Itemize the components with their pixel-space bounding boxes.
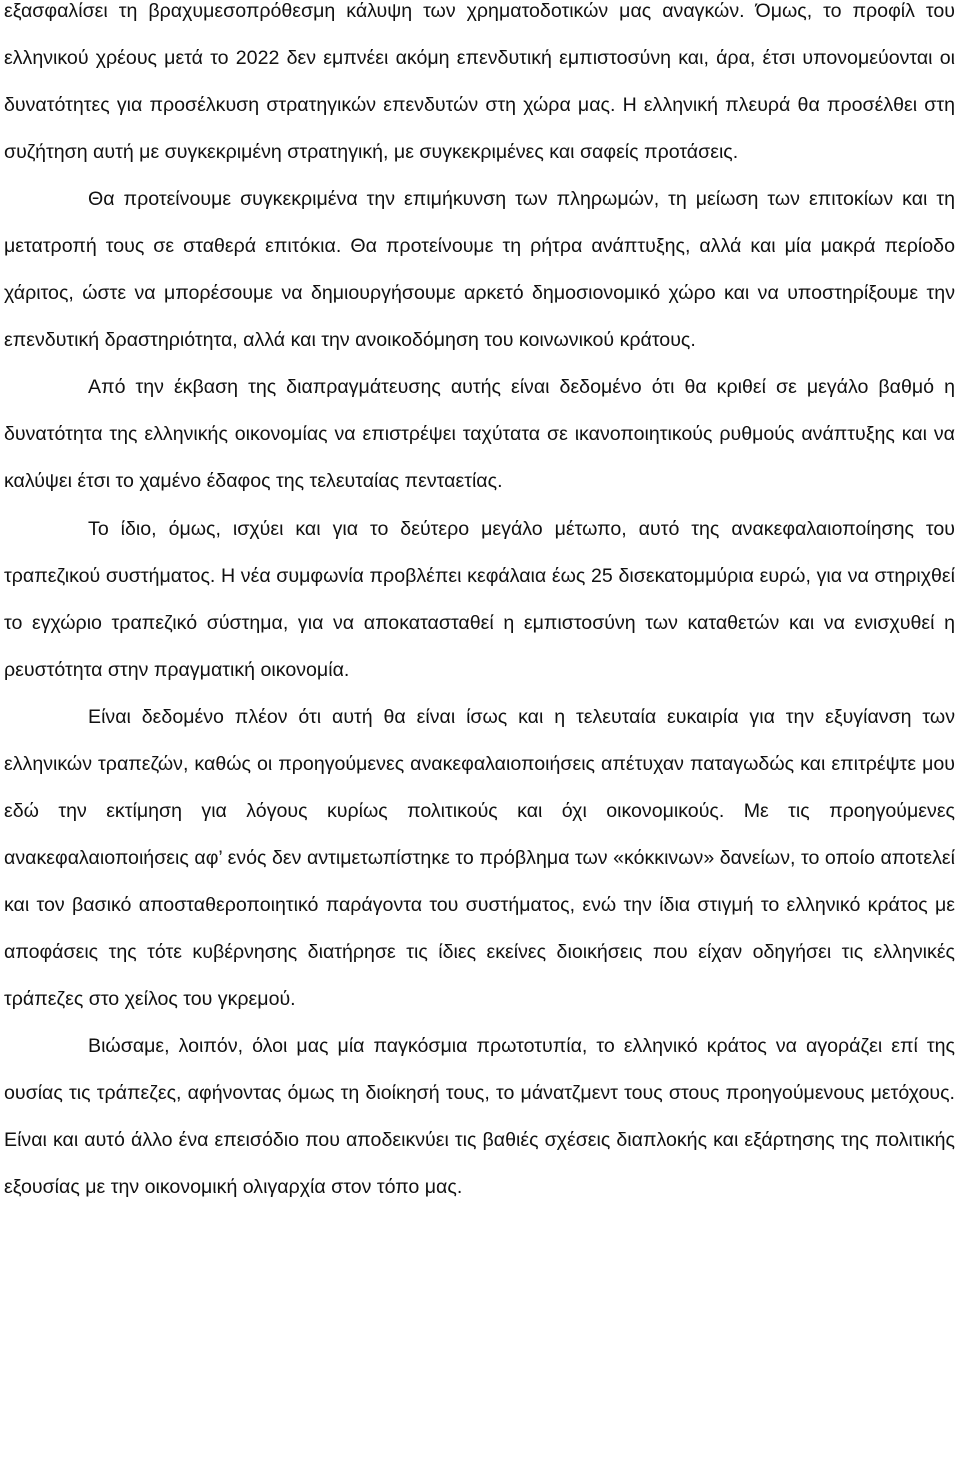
paragraph-global-precedent: Βιώσαμε, λοιπόν, όλοι μας μία παγκόσμια πρωτοτυπία, το ελληνικό κράτος να αγοράζει επί της ουσίας τις τράπεζες, αφήνοντας όμως τη διοίκησή τους, το μάνατζμεντ τους στους προηγούμενους μετόχους. Είναι και αυτό άλλο ένα επεισόδιο που αποδεικνύει τις βαθιές σχέσεις διαπλοκής και εξάρτησης της πολιτικής εξουσίας με την οικονομική ολιγαρχία στον τόπο μας. bbox=[4, 1035, 955, 1199]
paragraph-proposals: Θα προτείνουμε συγκεκριμένα την επιμήκυνση των πληρωμών, τη μείωση των επιτοκίων και τη μετατροπή τους σε σταθερά επιτόκια. Θα προτείνουμε τη ρήτρα ανάπτυξης, αλλά και μία μακρά περίοδο χάριτος, ώστε να μπορέσουμε να δημιουργήσουμε αρκετό δημοσιονομικό χώρο και να υποστηρίξουμε την επενδυτική δραστηριότητα, αλλά και την ανοικοδόμηση του κοινωνικού κράτους. bbox=[4, 188, 955, 352]
paragraph-bank-recapitalization: Το ίδιο, όμως, ισχύει και για το δεύτερο μεγάλο μέτωπο, αυτό της ανακεφαλαιοποίησης του τραπεζικού συστήματος. Η νέα συμφωνία προβλέπει κεφάλαια έως 25 δισεκατομμύρια ευρώ, για να στηριχθεί το εγχώριο τραπεζικό σύστημα, για να αποκατασταθεί η εμπιστοσύνη των καταθετών και να ενισχυθεί η ρευστότητα στην πραγματική οικονομία. bbox=[4, 517, 955, 681]
paragraph-previous-recapitalizations: Είναι δεδομένο πλέον ότι αυτή θα είναι ίσως και η τελευταία ευκαιρία για την εξυγίανση των ελληνικών τραπεζών, καθώς οι προηγούμενες ανακεφαλαιοποιήσεις απέτυχαν παταγωδώς και επιτρέψτε μου εδώ την εκτίμηση για λόγους κυρίως πολιτικούς και όχι οικονομικούς. Με τις προηγούμενες ανακεφαλαιοποιήσεις αφ’ ενός δεν αντιμετωπίστηκε το πρόβλημα των «κόκκινων» δανείων, το οποίο αποτελεί και τον βασικό αποσταθεροποιητικό παράγοντα του συστήματος, ενώ την ίδια στιγμή το ελληνικό κράτος με αποφάσεις της τότε κυβέρνησης διατήρησε τις ίδιες εκείνες διοικήσεις που είχαν οδηγήσει τις ελληνικές τράπεζες στο χείλος του γκρεμού. bbox=[4, 705, 955, 1010]
paragraph-negotiation-outcome: Από την έκβαση της διαπραγμάτευσης αυτής είναι δεδομένο ότι θα κριθεί σε μεγάλο βαθμό η δυνατότητα της ελληνικής οικονομίας να επιστρέψει ταχύτατα σε ικανοποιητικούς ρυθμούς ανάπτυξης και να καλύψει έτσι το χαμένο έδαφος της τελευταίας πενταετίας. bbox=[4, 376, 955, 493]
document-page bbox=[4, 0, 955, 1211]
paragraph-debt-profile: εξασφαλίσει τη βραχυμεσοπρόθεσμη κάλυψη των χρηματοδοτικών μας αναγκών. Όμως, το προφίλ του ελληνικού χρέους μετά το 2022 δεν εμπνέει ακόμη επενδυτική εμπιστοσύνη και, άρα, έτσι υπονομεύονται οι δυνατότητες για προσέλκυση στρατηγικών επενδυτών στη χώρα μας. Η ελληνική πλευρά θα προσέλθει στη συζήτηση αυτή με συγκεκριμένη στρατηγική, με συγκεκριμένες και σαφείς προτάσεις. bbox=[4, 0, 955, 164]
